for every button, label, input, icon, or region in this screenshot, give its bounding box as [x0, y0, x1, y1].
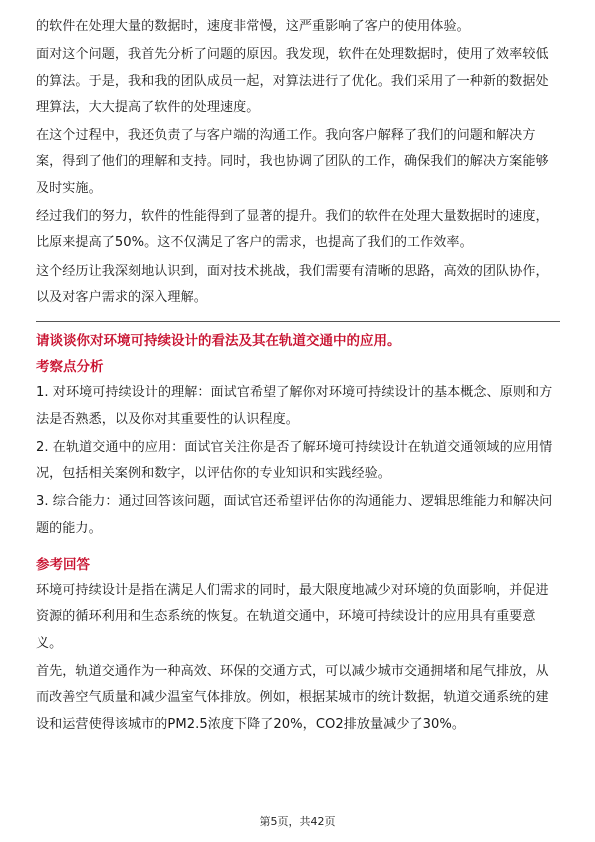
section-divider — [36, 321, 560, 322]
page-number: 第5页，共42页 — [259, 815, 336, 828]
spacer — [36, 544, 560, 552]
answer-heading: 参考回答 — [36, 557, 90, 574]
analysis-point: 1. 对环境可持续设计的理解：面试官希望了解你对环境可持续设计的基本概念、原则和方法是否熟悉，以及你对其重要性的认识程度。 — [36, 385, 553, 427]
question-title: 请谈谈你对环境可持续设计的看法及其在轨道交通中的应用。 — [36, 333, 401, 350]
document-body — [36, 14, 560, 740]
body-paragraph: 面对这个问题，我首先分析了问题的原因。我发现，软件在处理数据时，使用了效率较低的算法。于是，我和我的团队成员一起，对算法进行了优化。我们采用了一种新的数据处理算法，大大提高了软件的处理速度。 — [36, 47, 549, 115]
body-paragraph: 经过我们的努力，软件的性能得到了显著的提升。我们的软件在处理大量数据时的速度，比原来提高了50%。这不仅满足了客户的需求，也提高了我们的工作效率。 — [36, 209, 549, 251]
analysis-heading: 考察点分析 — [36, 359, 104, 376]
answer-paragraph: 环境可持续设计是指在满足人们需求的同时，最大限度地减少对环境的负面影响，并促进资源的循环利用和生态系统的恢复。在轨道交通中，环境可持续设计的应用具有重要意义。 — [36, 583, 549, 651]
analysis-point: 2. 在轨道交通中的应用：面试官关注你是否了解环境可持续设计在轨道交通领域的应用情况，包括相关案例和数字，以评估你的专业知识和实践经验。 — [36, 439, 553, 482]
body-paragraph: 在这个过程中，我还负责了与客户端的沟通工作。我向客户解释了我们的问题和解决方案，得到了他们的理解和支持。同时，我也协调了团队的工作，确保我们的解决方案能够及时实施。 — [36, 128, 549, 196]
answer-paragraph: 首先，轨道交通作为一种高效、环保的交通方式，可以减少城市交通拥堵和尾气排放，从而改善空气质量和减少温室气体排放。例如，根据某城市的统计数据，轨道交通系统的建设和运营使得该城市的PM2.5浓度下降了20%，CO2排放量减少了30%。 — [36, 663, 549, 732]
body-paragraph: 这个经历让我深刻地认识到，面对技术挑战，我们需要有清晰的思路，高效的团队协作，以及对客户需求的深入理解。 — [36, 263, 549, 305]
analysis-point: 3. 综合能力：通过回答该问题，面试官还希望评估你的沟通能力、逻辑思维能力和解决问题的能力。 — [36, 494, 553, 536]
body-paragraph: 的软件在处理大量的数据时，速度非常慢，这严重影响了客户的使用体验。 — [36, 19, 470, 34]
